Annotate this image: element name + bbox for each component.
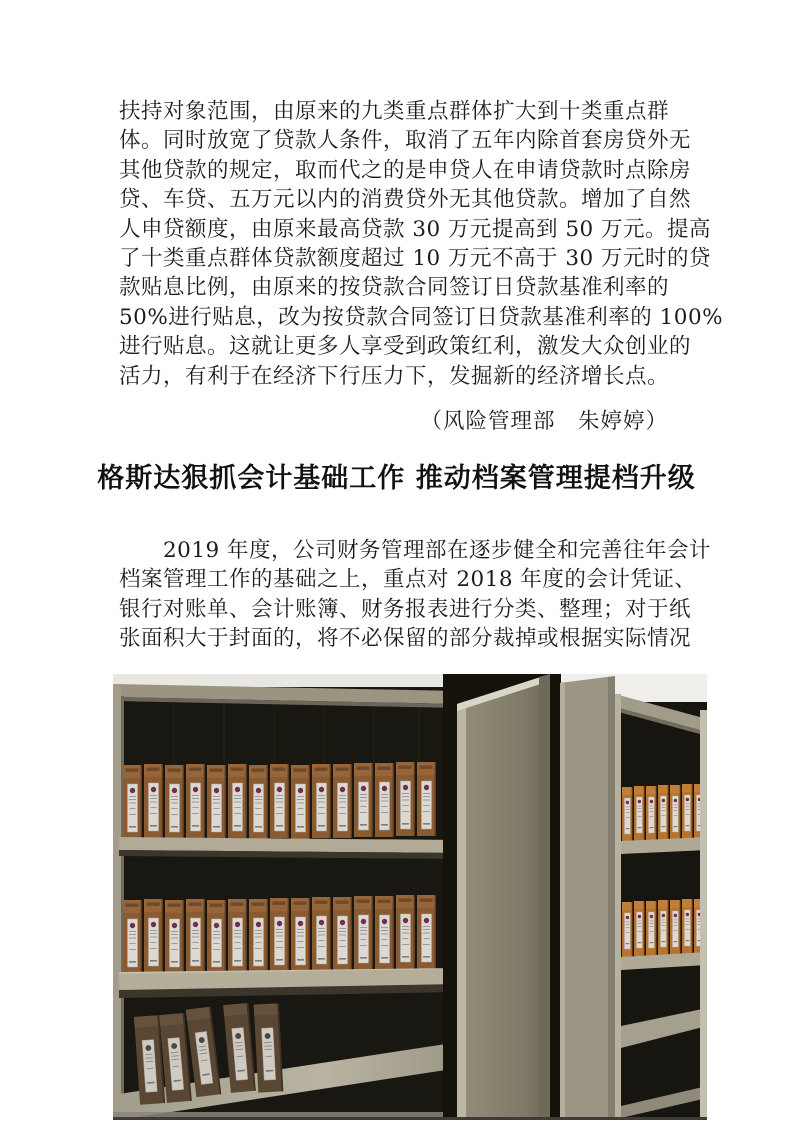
bottom-shelf-boxes	[134, 1003, 283, 1105]
article1-paragraph	[119, 97, 724, 391]
body-line: 扶持对象范围，由原来的九类重点群体扩大到十类重点群	[119, 99, 670, 124]
body-line: 50%进行贴息，改为按贷款合同签订日贷款基准利率的 100%	[119, 304, 724, 330]
right-shelf-row-top	[622, 784, 705, 842]
body-line: 银行对账单、会计账簿、财务报表进行分类、整理；对于纸	[119, 596, 692, 622]
shelf-row-middle-boxes	[123, 895, 436, 974]
archive-cabinets-illustration	[113, 674, 707, 1120]
second-door-panel	[560, 676, 615, 1120]
body-line: 了十类重点群体贷款额度超过 10 万元不高于 30 万元时的贷	[119, 246, 712, 272]
right-cabinet	[615, 694, 707, 1120]
article1-byline: （风险管理部 朱婷婷）	[420, 409, 668, 434]
left-cabinet	[113, 684, 459, 1120]
body-line: 档案管理工作的基础之上，重点对 2018 年度的会计凭证、	[119, 567, 697, 593]
body-line: 活力，有利于在经济下行压力下，发掘新的经济增长点。	[119, 363, 670, 389]
right-shelf-row-middle	[622, 899, 705, 957]
body-line: 其他贷款的规定，取而代之的是申贷人在申请贷款时点除房	[119, 157, 692, 183]
body-line: 体。同时放宽了贷款人条件，取消了五年内除首套房贷外无	[119, 128, 692, 154]
article2-paragraph	[119, 536, 712, 654]
open-cabinet-door	[443, 674, 561, 1120]
shelf-row-top-boxes	[123, 762, 436, 839]
archive-room-photo	[113, 674, 707, 1120]
body-line: 张面积大于封面的，将不必保留的部分裁掉或根据实际情况	[119, 626, 692, 652]
article2-heading: 格斯达狠抓会计基础工作 推动档案管理提档升级	[97, 463, 696, 494]
body-line: 款贴息比例，由原来的按贷款合同签订日贷款基准利率的	[119, 275, 670, 301]
body-line: 2019 年度，公司财务管理部在逐步健全和完善往年会计	[119, 538, 712, 563]
body-line: 进行贴息。这就让更多人享受到政策红利，激发大众创业的	[119, 334, 692, 360]
body-line: 人申贷额度，由原来最高贷款 30 万元提高到 50 万元。提高	[119, 216, 712, 242]
body-line: 贷、车贷、五万元以内的消费贷外无其他贷款。增加了自然	[119, 187, 692, 213]
